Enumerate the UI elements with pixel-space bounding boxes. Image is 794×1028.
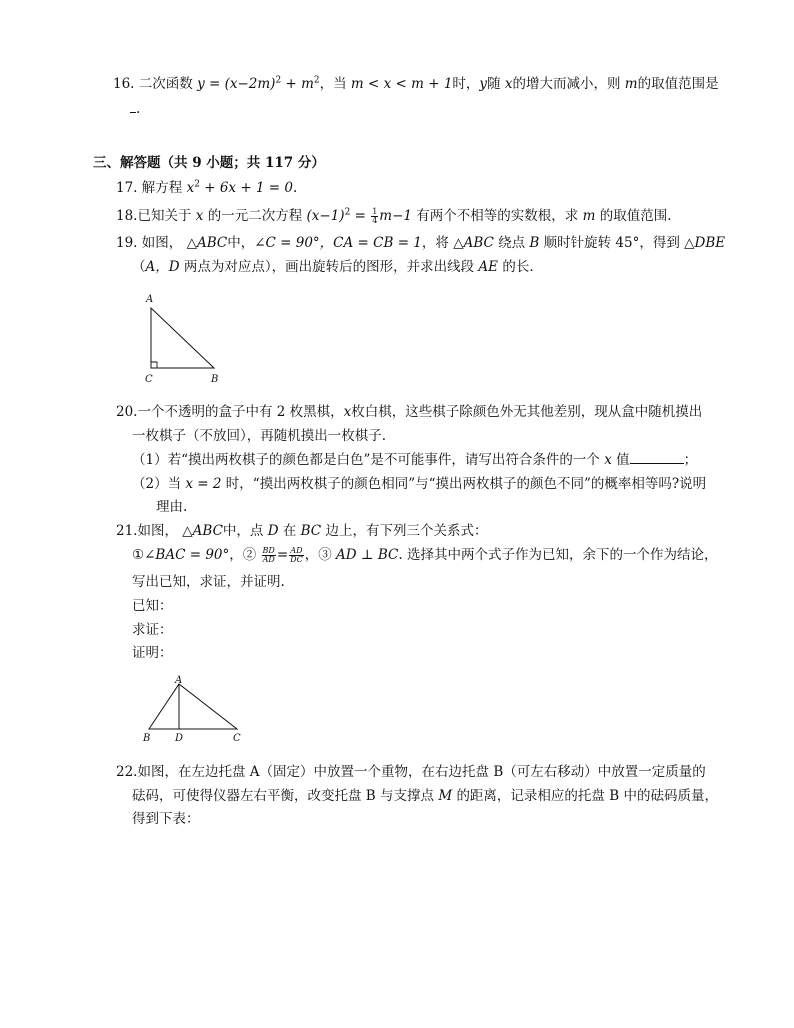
vertex-label-c: C (145, 374, 153, 385)
vertex-label-a: A (146, 294, 154, 305)
question-21-conditions (132, 546, 717, 564)
numerator: BD (262, 546, 275, 555)
math: D (267, 523, 279, 539)
text: 在 (282, 523, 297, 539)
math: △ABC (453, 235, 494, 251)
text: 枚白棋，这些棋子除颜色外无其他差别，现从盒中随机摸出 (351, 404, 703, 420)
triangle-abc (149, 684, 237, 729)
question-number: 22. (116, 764, 138, 780)
question-16-tail (130, 100, 140, 118)
text: ，③ (304, 547, 332, 563)
math: = (350, 208, 371, 224)
text: 时， (452, 76, 480, 92)
question-number: 18. (116, 208, 138, 224)
denominator: 4 (372, 216, 378, 225)
text: ，当 (319, 76, 347, 92)
denominator: DC (290, 555, 303, 564)
question-21-line1 (116, 522, 487, 540)
text: 的长. (502, 259, 534, 275)
exponent: 2 (275, 75, 282, 86)
text: 二次函数 (138, 76, 193, 92)
prove-label: 求证： (132, 622, 173, 638)
text: 中，点 (222, 523, 264, 539)
text: ① (132, 547, 145, 563)
math: x (343, 404, 352, 420)
text: ； (683, 452, 698, 468)
text: 顺时针旋转 45°，得到 (543, 235, 680, 251)
question-22-line3: 得到下表： (132, 811, 200, 827)
text: 的取值范围是 (637, 76, 719, 92)
exponent: 2 (344, 207, 351, 218)
fraction (371, 208, 378, 225)
text: 已知关于 (137, 208, 192, 224)
question-22-line2 (132, 787, 718, 805)
text: （ (132, 259, 146, 275)
text: 的增大而减小，则 (512, 76, 621, 92)
question-20-part2-cont: 理由. (156, 499, 188, 515)
math: △ABC (186, 235, 228, 251)
math: AE (478, 259, 499, 275)
question-19-line2 (132, 258, 534, 276)
exponent: 2 (313, 75, 320, 86)
math: m (624, 76, 638, 92)
question-21-line3: 写出已知，求证，并证明. (132, 574, 285, 590)
answer-blank (630, 451, 684, 464)
math: △ABC (182, 523, 223, 539)
text: 值 (616, 452, 630, 468)
math: m−1 (379, 208, 412, 224)
math: AD ⊥ BC (336, 547, 399, 563)
question-20-line1 (116, 403, 702, 421)
text: 如图，在左边托盘 A（固定）中放置一个重物，在右边托盘 B（可左右移动）中放置一定质量的 (137, 764, 706, 780)
figure-triangle-altitude (140, 673, 245, 745)
text: 一个不透明的盒子中有 2 枚黑棋， (137, 404, 344, 420)
fraction (289, 547, 304, 564)
question-20-part2 (132, 475, 706, 493)
math: m < x < m + 1 (350, 76, 453, 92)
triangle-abc (151, 308, 214, 368)
text: ，将 (421, 235, 449, 251)
proof-label: 证明： (132, 645, 173, 661)
question-18 (116, 207, 672, 225)
text: 绕点 (498, 235, 526, 251)
math: = (276, 547, 289, 563)
text: 如图， (137, 523, 178, 539)
denominator: AD (262, 555, 275, 564)
math: △DBE (684, 235, 726, 251)
question-number: 17. (116, 180, 138, 196)
text: 如图， (141, 235, 183, 251)
math: ∠BAC = 90° (144, 547, 230, 563)
figure-right-triangle (140, 290, 230, 386)
text: 的取值范围. (599, 208, 672, 224)
math: M (438, 788, 453, 804)
text: 随 (487, 76, 501, 92)
text: 两点为对应点），画出旋转后的图形，并求出线段 (183, 259, 475, 275)
question-number: 16. (113, 76, 135, 92)
text: 时，“摸出两枚棋子的颜色相同”与“摸出两枚棋子的颜色不同”的概率相等吗?说明 (225, 476, 707, 492)
text: . (293, 180, 298, 196)
math: x (604, 452, 612, 468)
question-22-line1 (116, 763, 706, 781)
text: ，② (229, 547, 257, 563)
math: m (582, 208, 596, 224)
question-20-line2: 一枚棋子（不放回），再随机摸出一枚棋子. (132, 428, 387, 444)
text: . 选择其中两个式子作为已知，余下的一个作为结论， (398, 547, 718, 563)
text: （2）当 (132, 476, 182, 492)
text: 边上，有下列三个关系式： (325, 523, 488, 539)
text: 中， (227, 235, 255, 251)
math: ∠C = 90°，CA = CB = 1 (254, 235, 422, 251)
text: 解方程 (141, 180, 183, 196)
text: （1）若“摸出两枚棋子的颜色都是白色”是不可能事件，请写出符合条件的一个 (132, 452, 600, 468)
math: A，D (145, 259, 180, 275)
question-16 (113, 75, 719, 93)
vertex-label-b: B (143, 733, 151, 744)
vertex-label-b: B (211, 374, 219, 385)
math: B (529, 235, 540, 251)
question-17 (116, 179, 297, 197)
question-19-line1 (116, 234, 725, 252)
math: y = (x−2m) (197, 76, 276, 92)
section-heading: 三、解答题（共 9 小题；共 117 分） (93, 155, 325, 171)
numerator: AD (290, 546, 303, 555)
question-number: 20. (116, 404, 138, 420)
math: x (186, 180, 195, 196)
text: . (136, 101, 141, 117)
question-20-part1 (132, 451, 697, 469)
numerator: 1 (372, 207, 378, 216)
known-label: 已知： (132, 598, 173, 614)
text: 砝码，可使得仪器左右平衡，改变托盘 B 与支撑点 (132, 788, 435, 804)
math: x (195, 208, 204, 224)
vertex-label-a: A (175, 675, 183, 686)
fraction (262, 547, 276, 564)
vertex-label-d: D (175, 733, 184, 744)
math: x = 2 (185, 476, 222, 492)
math: x (504, 76, 513, 92)
math: + 6x + 1 = 0 (199, 180, 294, 196)
exponent: 2 (194, 179, 200, 190)
math: (x−1) (306, 208, 345, 224)
text: 的距离，记录相应的托盘 B 中的砝码质量， (456, 788, 718, 804)
right-angle-mark (151, 362, 157, 368)
vertex-label-c: C (233, 733, 241, 744)
text: 有两个不相等的实数根，求 (416, 208, 579, 224)
math: y (479, 76, 488, 92)
math: BC (300, 523, 322, 539)
text: 的一元二次方程 (207, 208, 303, 224)
question-number: 21. (116, 523, 138, 539)
question-number: 19. (116, 235, 138, 251)
math: + m (281, 76, 314, 92)
